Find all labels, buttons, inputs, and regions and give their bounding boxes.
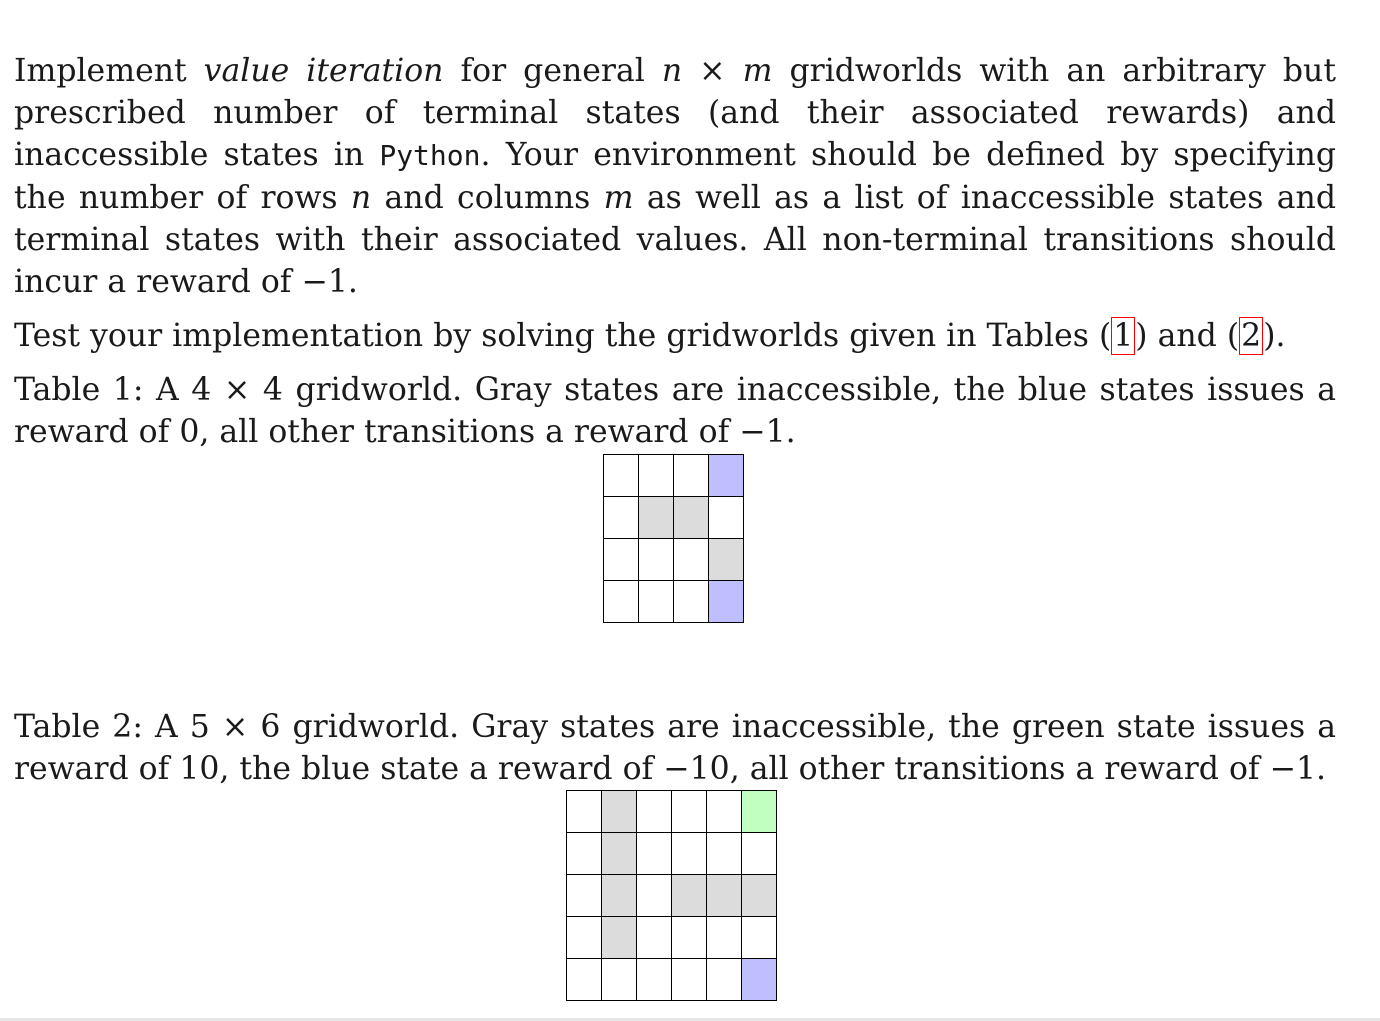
math-n-times-m: n × m [661, 53, 773, 89]
table-ref-link-2[interactable]: 2 [1241, 318, 1262, 354]
grid-cell-white [604, 581, 639, 623]
grid-cell-white [639, 581, 674, 623]
grid-cell-white [672, 959, 707, 1001]
text-span: ). [1263, 318, 1286, 354]
grid-cell-white [742, 833, 777, 875]
grid-cell-white [639, 455, 674, 497]
grid-row [604, 581, 744, 623]
grid-cell-white [637, 875, 672, 917]
grid-cell-gray [602, 833, 637, 875]
grid-cell-white [637, 959, 672, 1001]
gridworld-table-2 [566, 790, 777, 1001]
grid-row [567, 959, 777, 1001]
grid-cell-white [637, 791, 672, 833]
table1-caption: Table 1: A 4 × 4 gridworld. Gray states are inaccessible, the blue states issues a reward of 0, all other transitions a reward of −1. [14, 372, 1336, 450]
grid-cell-gray [639, 497, 674, 539]
grid-cell-gray [674, 497, 709, 539]
table-ref-link-1[interactable]: 1 [1113, 318, 1134, 354]
grid-cell-white [567, 875, 602, 917]
grid-cell-gray [742, 875, 777, 917]
grid-cell-gray [707, 875, 742, 917]
text-span: ) and ( [1135, 318, 1240, 354]
code-python: Python [379, 139, 481, 172]
grid-table-1 [603, 454, 744, 623]
text-span: gridworlds with an arbitrary but prescribed number of terminal states (and their associated rewards) and inaccessible states in [14, 53, 1336, 173]
math-n: n [350, 180, 372, 216]
text-span: and columns [371, 180, 604, 216]
gridworld-table-1 [603, 454, 744, 623]
grid-cell-gray [602, 917, 637, 959]
grid-cell-white [567, 917, 602, 959]
document-page [14, 50, 1337, 787]
grid-row [604, 455, 744, 497]
text-span: as well as a list of inaccessible states and terminal states with their associated values. All non-terminal transitions should incur a reward of −1. [14, 180, 1336, 300]
grid-cell-white [674, 539, 709, 581]
grid-cell-blue [709, 455, 744, 497]
grid-row [567, 833, 777, 875]
grid-cell-green [742, 791, 777, 833]
grid-cell-white [672, 917, 707, 959]
grid-cell-white [637, 833, 672, 875]
math-m: m [603, 180, 634, 216]
grid-cell-blue [742, 959, 777, 1001]
italic-term: value iteration [203, 53, 444, 89]
grid-cell-white [672, 833, 707, 875]
grid-cell-gray [602, 791, 637, 833]
grid-table-2 [566, 790, 777, 1001]
grid-row [604, 539, 744, 581]
task-paragraph [14, 50, 1336, 303]
grid-cell-white [709, 497, 744, 539]
grid-cell-white [707, 791, 742, 833]
text-span: Test your implementation by solving the gridworlds given in Tables ( [14, 318, 1112, 354]
grid-cell-white [604, 455, 639, 497]
grid-row [604, 497, 744, 539]
grid-cell-white [567, 833, 602, 875]
grid-cell-white [567, 791, 602, 833]
table2-caption: Table 2: A 5 × 6 gridworld. Gray states are inaccessible, the green state issues a reward of 10, the blue state a reward of −10, all other transitions a reward of −1. [14, 709, 1336, 787]
grid-cell-gray [672, 875, 707, 917]
grid-cell-white [639, 539, 674, 581]
grid-cell-white [567, 959, 602, 1001]
text-span: for general [443, 53, 662, 89]
grid-cell-blue [709, 581, 744, 623]
grid-cell-gray [709, 539, 744, 581]
grid-cell-gray [602, 875, 637, 917]
grid-row [567, 875, 777, 917]
grid-cell-white [707, 833, 742, 875]
grid-cell-white [602, 959, 637, 1001]
grid-cell-white [604, 539, 639, 581]
grid-row [567, 791, 777, 833]
grid-cell-white [674, 581, 709, 623]
test-paragraph [14, 315, 1336, 357]
grid-cell-white [674, 455, 709, 497]
grid-cell-white [637, 917, 672, 959]
grid-row [567, 917, 777, 959]
grid-cell-white [672, 791, 707, 833]
grid-cell-white [707, 917, 742, 959]
text-span: . Your environment should be defined by specifying the number of rows [14, 137, 1337, 216]
grid-cell-white [604, 497, 639, 539]
grid-cell-white [742, 917, 777, 959]
grid-cell-white [707, 959, 742, 1001]
text-span: Implement [14, 53, 204, 89]
